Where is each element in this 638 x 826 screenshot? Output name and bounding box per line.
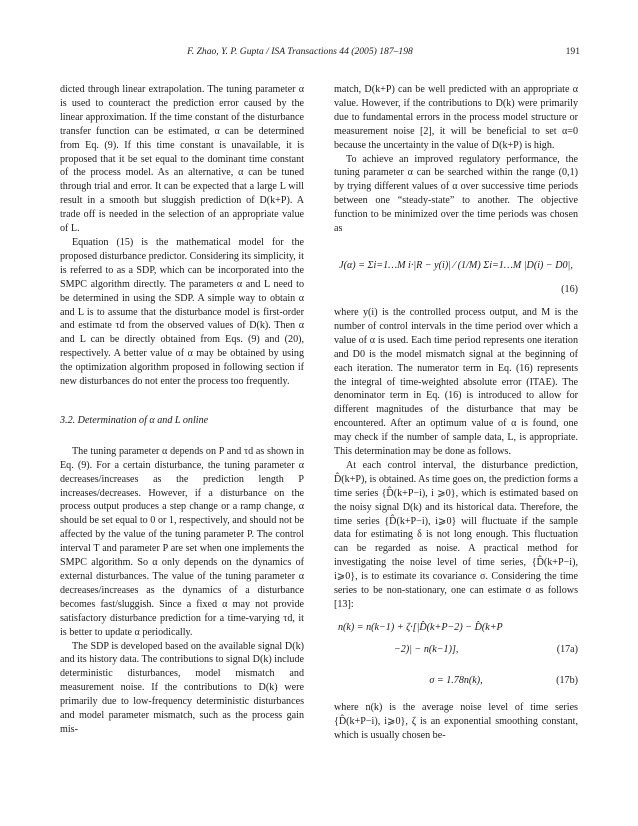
paragraph: The tuning parameter α depends on P and τd as shown in Eq. (9). For a certain disturbance, the tuning parameter α decreases/increases as the prediction length P increases/decreases. However, if a disturbance on the process output produces a step change or a ramp change, α should be set equal to 0 or 1, respectively, and should not be affected by the value of the tuning parameter P. The control interval T and parameter P are set when one implements the SMPC algorithm. So α only depends on the dynamics of external disturbances. The value of the tuning parameter α decreases/increases as the dynamics of a disturbance becomes fast/sluggish. Since a fixed α may not provide satisfactory disturbance prediction for a time-varying τd, it is better to update α periodically. xyxy=(60,445,304,638)
paragraph: where n(k) is the average noise level of time series {D̂(k+P−i), i⩾0}, ζ is an exponential smoothing constant, which is usually chosen be- xyxy=(334,701,578,741)
paragraph: match, D(k+P) can be well predicted with an appropriate α value. However, if the contributions to D(k) were primarily due to fundamental errors in the process model structure or measurement noise [2], it will be beneficial to set α=0 because the uncertainty in the value of D(k+P) is high. xyxy=(334,84,578,151)
equation-17b xyxy=(334,674,578,692)
running-head: F. Zhao, Y. P. Gupta / ISA Transactions 44 (2005) 187–198 xyxy=(187,46,413,57)
paragraph: Equation (15) is the mathematical model for the proposed disturbance predictor. Considering its simplicity, it is referred to as a SDP, which can be incorporated into the SMPC algorithm directly. The parameters α and L need to be determined in using the SDP. A simple way to obtain α and L is to assume that the disturbance model is first-order and estimate τd from the observed values of D(k). Then α and L can be directly obtained from Eqs. (9) and (20), respectively. A better value of α may be obtained by using the optimization algorithm proposed in following section if new disturbances do not enter the process too frequently. xyxy=(60,236,304,388)
equation-number: (16) xyxy=(561,283,578,295)
right-column xyxy=(334,83,578,743)
equation-number: (17a) xyxy=(556,643,578,655)
paragraph: dicted through linear extrapolation. The tuning parameter α is used to counteract the prediction error caused by the linear approximation. If the time constant of the disturbance transfer function can be estimated, α can be determined from Eq. (9). If this time constant is unavailable, it is proposed that it be set equal to the dominant time constant of the process model. As an alternative, α can be tuned through trial and error. It can be expected that a large L will result in a smooth but sluggish prediction of D(k+P). A trade off is needed in the selection of an appropriate value of L. xyxy=(60,84,304,235)
paragraph: At each control interval, the disturbance prediction, D̂(k+P), is obtained. As time goes on, the prediction forms a time series {D̂(k+P−i), i ⩾0}, which is estimated based on the noisy signal D(k) and its historical data. Therefore, the time series {D̂(k+P−i), i⩾0} will fluctuate if the sample data for estimating δ is not long enough. This fluctuation can be regarded as noise. A practical method for investigating the noise level of time series, {D̂(k+P−i), i⩾0}, is to estimate its covariance σ. Considering the time series to be non-stationary, one can estimate σ as follows [13]: xyxy=(334,459,578,610)
equation-number: (17b) xyxy=(556,674,578,686)
equation-17a xyxy=(334,621,578,665)
running-header xyxy=(60,46,580,62)
left-column xyxy=(60,83,304,737)
equation-body: J(α) = Σi=1…M i·|R − y(i)| ⁄ (1/M) Σi=1…M |D(i) − D0|, xyxy=(339,259,573,271)
paragraph: The SDP is developed based on the available signal D(k) and its history data. The contributions to signal D(k) include deterministic disturbances, model mismatch and measurement noise. If the contributions to D(k) were primarily due to low-frequency deterministic disturbances and model parameter mismatch, such as the process gain mis- xyxy=(60,640,304,735)
equation-16 xyxy=(334,245,578,297)
section-heading: 3.2. Determination of α and L online xyxy=(60,414,209,426)
page-number: 191 xyxy=(565,46,580,57)
paragraph: To achieve an improved regulatory performance, the tuning parameter α can be searched within the range (0,1) by trying different values of α over successive time periods between one “steady-state” to another. The objective function to be minimized over the time periods was chosen as xyxy=(334,153,578,235)
paragraph: where y(i) is the controlled process output, and M is the number of control intervals in the time period over which a value of α is used. Each time period represents one iteration and D0 is the model mismatch signal at the beginning of each iteration. The numerator term in Eq. (16) represents the integral of time-weighted absolute error (ITAE). The denominator term in Eq. (16) is introduced to allow for different magnitudes of the disturbance that may be encountered. After an optimum value of α is found, one may check if the number of sample data, L, is appropriate. This determination may be done as follows. xyxy=(334,306,578,458)
equation-body: σ = 1.78n(k), xyxy=(429,674,483,686)
equation-line: −2)| − n(k−1)], xyxy=(394,643,459,655)
equation-line: n(k) = n(k−1) + ζ·[|D̂(k+P−2) − D̂(k+P xyxy=(338,621,503,633)
